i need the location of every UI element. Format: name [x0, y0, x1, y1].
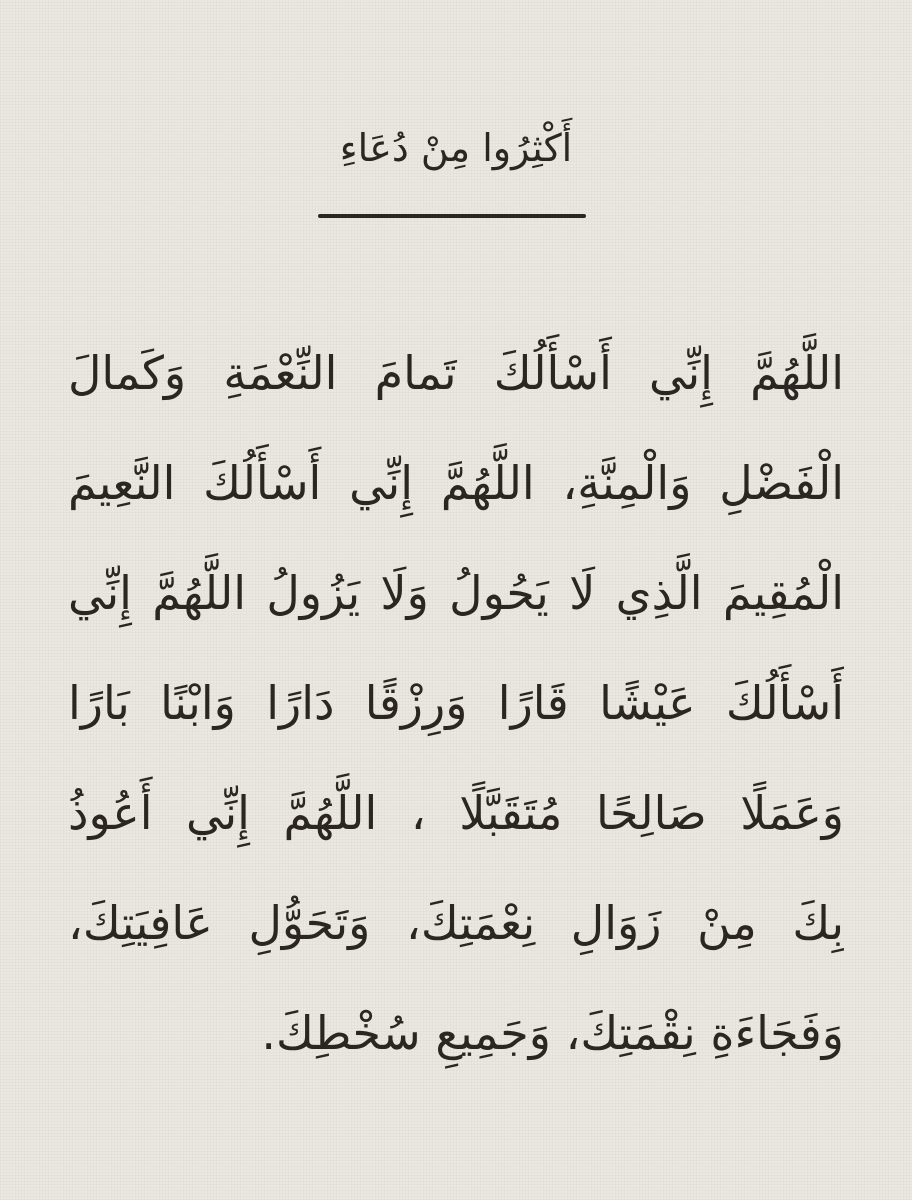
dua-line-1: اللَّهُمَّ إِنِّي أَسْأَلُكَ تَمامَ النِّعْمَةِ وَكَمالَ: [68, 346, 844, 400]
dua-line-6: بِكَ مِنْ زَوَالِ نِعْمَتِكَ، وَتَحَوُّلِ عَافِيَتِكَ،: [68, 896, 844, 950]
dua-line-2: الْفَضْلِ وَالْمِنَّةِ، اللَّهُمَّ إِنِّي أَسْأَلُكَ النَّعِيمَ: [68, 456, 844, 510]
dua-text: [68, 318, 844, 1088]
dua-line-3: الْمُقِيمَ الَّذِي لَا يَحُولُ وَلَا يَزُولُ اللَّهُمَّ إِنِّي: [68, 566, 844, 620]
dua-line-4: أَسْأَلُكَ عَيْشًا قَارًا وَرِزْقًا دَارًا وَابْنًا بَارًا: [68, 676, 844, 730]
page-title: أَكْثِرُوا مِنْ دُعَاءِ: [339, 126, 573, 170]
dua-line-5: وَعَمَلًا صَالِحًا مُتَقَبَّلًا ، اللَّهُمَّ إِنِّي أَعُوذُ: [68, 786, 844, 840]
dua-line-7: وَفَجَاءَةِ نِقْمَتِكَ، وَجَمِيعِ سُخْطِكَ.: [261, 1006, 844, 1060]
title-divider: [318, 214, 586, 218]
